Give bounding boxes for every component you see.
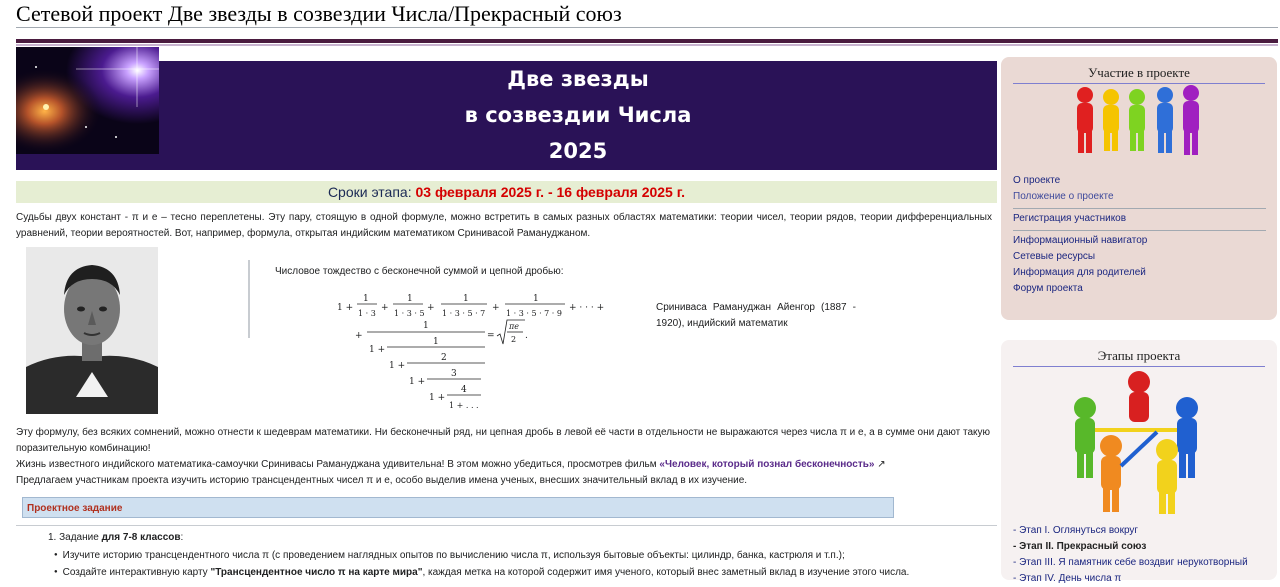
- page-title: Сетевой проект Две звезды в созвездии Числа/Прекрасный союз: [16, 1, 622, 26]
- film-text: Жизнь известного индийского математика-самоучки Сринивасы Рамануджана удивительна! В этом можно убедиться, просмотрев фильм: [16, 459, 660, 470]
- article-body: [16, 425, 992, 489]
- task-bullet: [54, 565, 909, 582]
- svg-text:1: 1: [463, 294, 469, 304]
- svg-text:1 · 3 · 5 · 7: 1 · 3 · 5 · 7: [442, 309, 486, 318]
- task1-grade: для 7-8 классов: [101, 532, 181, 543]
- project-task-header: Проектное задание: [22, 497, 894, 518]
- participation-title-rule: [1013, 83, 1265, 84]
- bullet2-suffix: , каждая метка на которой содержит имя ученого, который внес заметный вклад в изучение этого числа.: [422, 567, 910, 578]
- people-group-icon: [1073, 85, 1205, 162]
- task1-prefix: 1. Задание: [48, 532, 102, 543]
- bullet1-text: Изучите историю трансцендентного числа π (с проведением наглядных опытов по вычислению числа π, используя бытовые объекты: цилиндр, банка, кастрюля и т.п.);: [62, 550, 845, 561]
- task1-suffix: :: [180, 532, 184, 543]
- banner-line-1: Две звезды: [507, 67, 649, 91]
- links-separator: [1013, 230, 1266, 231]
- banner-line-2: в созвездии Числа: [464, 103, 692, 127]
- paragraph-film: [16, 457, 992, 473]
- links-separator: [1013, 208, 1266, 209]
- stage-4-link[interactable]: - Этап IV. День числа π: [1013, 573, 1122, 584]
- svg-text:1 +: 1 +: [337, 303, 354, 313]
- formula-divider: [248, 260, 250, 338]
- svg-text:+: +: [355, 331, 363, 341]
- svg-text:1 +: 1 +: [389, 361, 406, 371]
- stages-title: Этапы проекта: [1097, 348, 1181, 363]
- task-item-1: [48, 530, 183, 546]
- banner-line-3: 2025: [548, 139, 608, 163]
- link-about[interactable]: О проекте: [1013, 175, 1061, 186]
- svg-text:1 · 3: 1 · 3: [358, 309, 376, 318]
- participation-panel: [1001, 57, 1277, 320]
- intro-paragraph: Судьбы двух констант - π и e – тесно переплетены. Эту пару, стоящую в одной формуле, можно встретить в самых разных областях математики: теории чисел, теории рядов, теории дифференциальных уравнений, теории вероятностей. Вот, например, формула, открытая индийским математиком Сринивасой Рамануджаном.: [16, 212, 992, 239]
- project-banner: [159, 61, 997, 170]
- svg-text:1: 1: [407, 294, 413, 304]
- portrait-caption: Сриниваса Рамануджан Айенгор (1887 - 1920), индийский математик: [656, 302, 856, 329]
- svg-text:1: 1: [423, 321, 429, 331]
- formula-caption: Числовое тождество с бесконечной суммой и цепной дробью:: [275, 266, 564, 277]
- link-forum[interactable]: Форум проекта: [1013, 283, 1083, 294]
- stage-2-current: - Этап II. Прекрасный союз: [1013, 541, 1147, 552]
- svg-text:1 + . . .: 1 + . . .: [449, 401, 479, 410]
- bullet2-bold: "Трансцендентное число π на карте мира": [210, 567, 423, 578]
- stage-3-link[interactable]: - Этап III. Я памятник себе воздвиг нерукотворный: [1013, 557, 1248, 568]
- link-parents[interactable]: Информация для родителей: [1013, 267, 1146, 278]
- stage-deadline: [16, 181, 997, 203]
- bullet2-prefix: Создайте интерактивную карту: [62, 567, 211, 578]
- banner-left-strip: [16, 154, 159, 170]
- external-link-icon: ↗: [874, 459, 886, 470]
- svg-text:1 · 3 · 5 · 7 · 9: 1 · 3 · 5 · 7 · 9: [506, 309, 562, 318]
- svg-text:+ · · · +: + · · · +: [569, 303, 605, 313]
- film-link[interactable]: «Человек, который познал бесконечность»: [659, 459, 875, 470]
- link-registration[interactable]: Регистрация участников: [1013, 213, 1127, 224]
- task-bullets: [54, 548, 909, 582]
- paragraph-task-invite: Предлагаем участникам проекта изучить историю трансцендентных чисел π и e, особо выделив имена ученых, внесших значительный вклад в их изучение.: [16, 475, 748, 486]
- top-stripe: [16, 39, 1278, 43]
- svg-text:=: =: [487, 331, 495, 341]
- paragraph-masterpiece: Эту формулу, без всяких сомнений, можно отнести к шедеврам математики. Ни бесконечный ряд, ни цепная дробь в левой её части в отдельности не выражаются через числа π и e, а в сумме они дают такую поразительную комбинацию!: [16, 427, 991, 454]
- svg-text:πe: πe: [509, 322, 519, 331]
- top-stripe-light: [16, 44, 1278, 46]
- deadline-label: Сроки этапа:: [327, 184, 416, 200]
- deadline-dates: 03 февраля 2025 г. - 16 февраля 2025 г.: [415, 184, 686, 200]
- svg-text:1 +: 1 +: [409, 377, 426, 387]
- svg-text:+: +: [427, 303, 435, 313]
- svg-text:1: 1: [363, 294, 369, 304]
- project-links: [1013, 173, 1266, 297]
- svg-text:2: 2: [511, 335, 517, 344]
- svg-text:1: 1: [433, 337, 439, 347]
- link-resources[interactable]: Сетевые ресурсы: [1013, 251, 1096, 262]
- ramanujan-formula: [337, 288, 609, 412]
- svg-text:2: 2: [441, 353, 447, 363]
- svg-text:+: +: [492, 303, 500, 313]
- task-bullet: [54, 548, 909, 565]
- stages-panel: [1001, 340, 1277, 584]
- link-navigator[interactable]: Информационный навигатор: [1013, 235, 1148, 246]
- svg-text:1 +: 1 +: [429, 393, 446, 403]
- participation-title: Участие в проекте: [1088, 65, 1190, 80]
- svg-text:+: +: [381, 303, 389, 313]
- svg-text:1 · 3 · 5: 1 · 3 · 5: [394, 309, 425, 318]
- link-regulations[interactable]: Положение о проекте: [1013, 191, 1114, 202]
- svg-text:3: 3: [451, 369, 457, 379]
- stages-title-rule: [1013, 366, 1265, 367]
- title-divider: [16, 27, 1278, 28]
- svg-text:4: 4: [461, 385, 467, 395]
- task-divider: [16, 525, 997, 526]
- space-photo: [16, 47, 159, 154]
- stages-list: [1013, 523, 1248, 587]
- svg-text:1: 1: [533, 294, 539, 304]
- ramanujan-portrait: [26, 247, 158, 414]
- svg-text:.: .: [525, 331, 528, 341]
- svg-text:1 +: 1 +: [369, 345, 386, 355]
- team-circle-icon: [1071, 370, 1206, 520]
- stage-1-link[interactable]: - Этап I. Оглянуться вокруг: [1013, 525, 1139, 536]
